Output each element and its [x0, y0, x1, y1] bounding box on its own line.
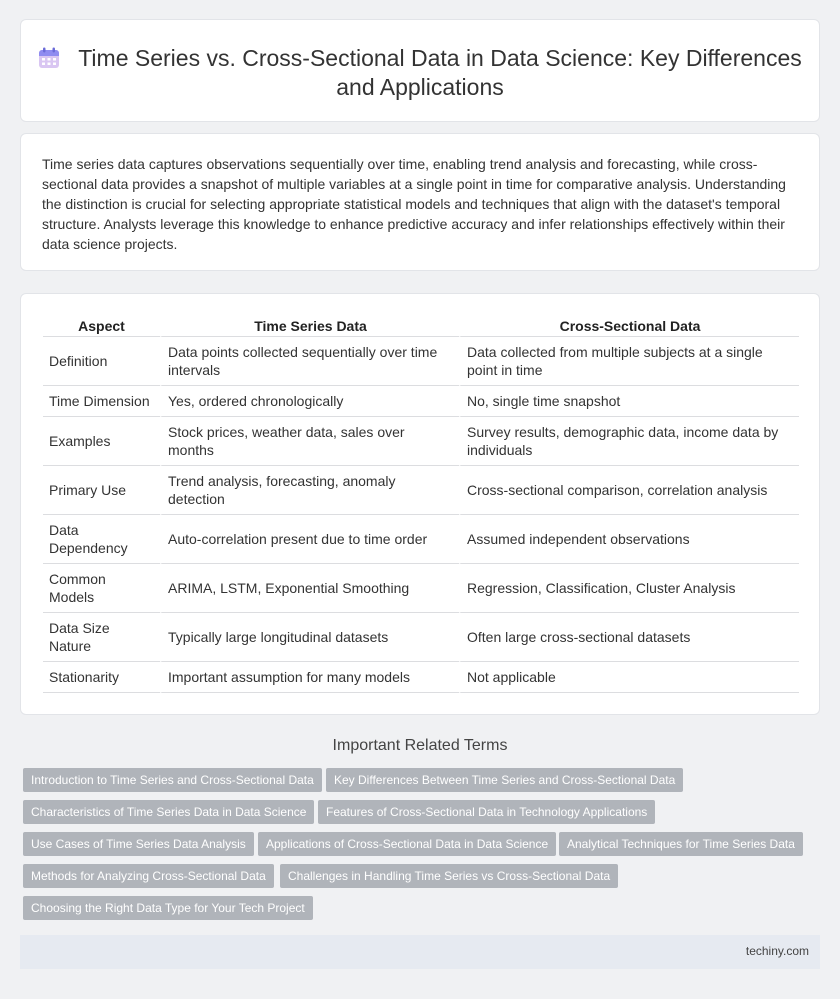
related-term-tag[interactable]: Methods for Analyzing Cross-Sectional Data	[23, 864, 274, 888]
table-row	[43, 613, 799, 662]
related-term-tag[interactable]: Challenges in Handling Time Series vs Cross-Sectional Data	[280, 864, 618, 888]
table-row	[43, 337, 799, 386]
table-cell: ARIMA, LSTM, Exponential Smoothing	[160, 564, 459, 613]
table-cell: Common Models	[43, 564, 160, 613]
title-card	[20, 19, 820, 122]
header-time-series: Time Series Data	[160, 316, 459, 337]
related-term-tag[interactable]: Introduction to Time Series and Cross-Sectional Data	[23, 768, 322, 792]
table-row	[43, 466, 799, 515]
footer-site-link[interactable]: techiny.com	[745, 944, 809, 958]
related-term-tag[interactable]: Use Cases of Time Series Data Analysis	[23, 832, 254, 856]
table-cell: Survey results, demographic data, income data by individuals	[459, 417, 799, 466]
table-cell: Typically large longitudinal datasets	[160, 613, 459, 662]
footer	[20, 935, 820, 969]
table-cell: Regression, Classification, Cluster Analysis	[459, 564, 799, 613]
table-cell: Not applicable	[459, 662, 799, 693]
table-cell: Definition	[43, 337, 160, 386]
table-cell: Stock prices, weather data, sales over months	[160, 417, 459, 466]
calendar-icon	[38, 47, 60, 69]
title-text: Time Series vs. Cross-Sectional Data in Data Science: Key Differences and Applications	[78, 45, 802, 100]
page-title	[21, 44, 819, 102]
related-terms-title: Important Related Terms	[332, 737, 508, 754]
header-aspect: Aspect	[43, 316, 160, 337]
table-cell: Data Size Nature	[43, 613, 160, 662]
table-cell: Stationarity	[43, 662, 160, 693]
table-cell: Trend analysis, forecasting, anomaly detection	[160, 466, 459, 515]
table-cell: Cross-sectional comparison, correlation analysis	[459, 466, 799, 515]
comparison-table	[43, 316, 799, 693]
table-cell: No, single time snapshot	[459, 386, 799, 417]
header-cross-sectional: Cross-Sectional Data	[459, 316, 799, 337]
table-header-row	[43, 316, 799, 337]
intro-paragraph: Time series data captures observations sequentially over time, enabling trend analysis and forecasting, while cross-sectional data provides a snapshot of multiple variables at a single point in time for comparative analysis. Understanding the distinction is crucial for selecting appropriate statistical models and techniques that align with the dataset's temporal structure. Analysts leverage this knowledge to enhance predictive accuracy and infer relationships effectively within their data science projects.	[42, 156, 786, 252]
table-row	[43, 515, 799, 564]
table-row	[43, 417, 799, 466]
table-cell: Time Dimension	[43, 386, 160, 417]
table-row	[43, 564, 799, 613]
related-term-tag[interactable]: Features of Cross-Sectional Data in Technology Applications	[318, 800, 655, 824]
table-row	[43, 386, 799, 417]
table-cell: Yes, ordered chronologically	[160, 386, 459, 417]
related-term-tag[interactable]: Key Differences Between Time Series and Cross-Sectional Data	[326, 768, 683, 792]
table-row	[43, 662, 799, 693]
table-cell: Data collected from multiple subjects at a single point in time	[459, 337, 799, 386]
table-cell: Important assumption for many models	[160, 662, 459, 693]
table-cell: Data points collected sequentially over time intervals	[160, 337, 459, 386]
table-cell: Primary Use	[43, 466, 160, 515]
table-cell: Assumed independent observations	[459, 515, 799, 564]
related-term-tag[interactable]: Applications of Cross-Sectional Data in Data Science	[258, 832, 556, 856]
related-term-tag[interactable]: Choosing the Right Data Type for Your Tech Project	[23, 896, 313, 920]
table-cell: Often large cross-sectional datasets	[459, 613, 799, 662]
table-cell: Examples	[43, 417, 160, 466]
related-term-tag[interactable]: Analytical Techniques for Time Series Data	[559, 832, 803, 856]
comparison-table-card	[20, 293, 820, 715]
table-cell: Data Dependency	[43, 515, 160, 564]
table-cell: Auto-correlation present due to time order	[160, 515, 459, 564]
intro-card	[20, 133, 820, 271]
related-term-tag[interactable]: Characteristics of Time Series Data in Data Science	[23, 800, 314, 824]
